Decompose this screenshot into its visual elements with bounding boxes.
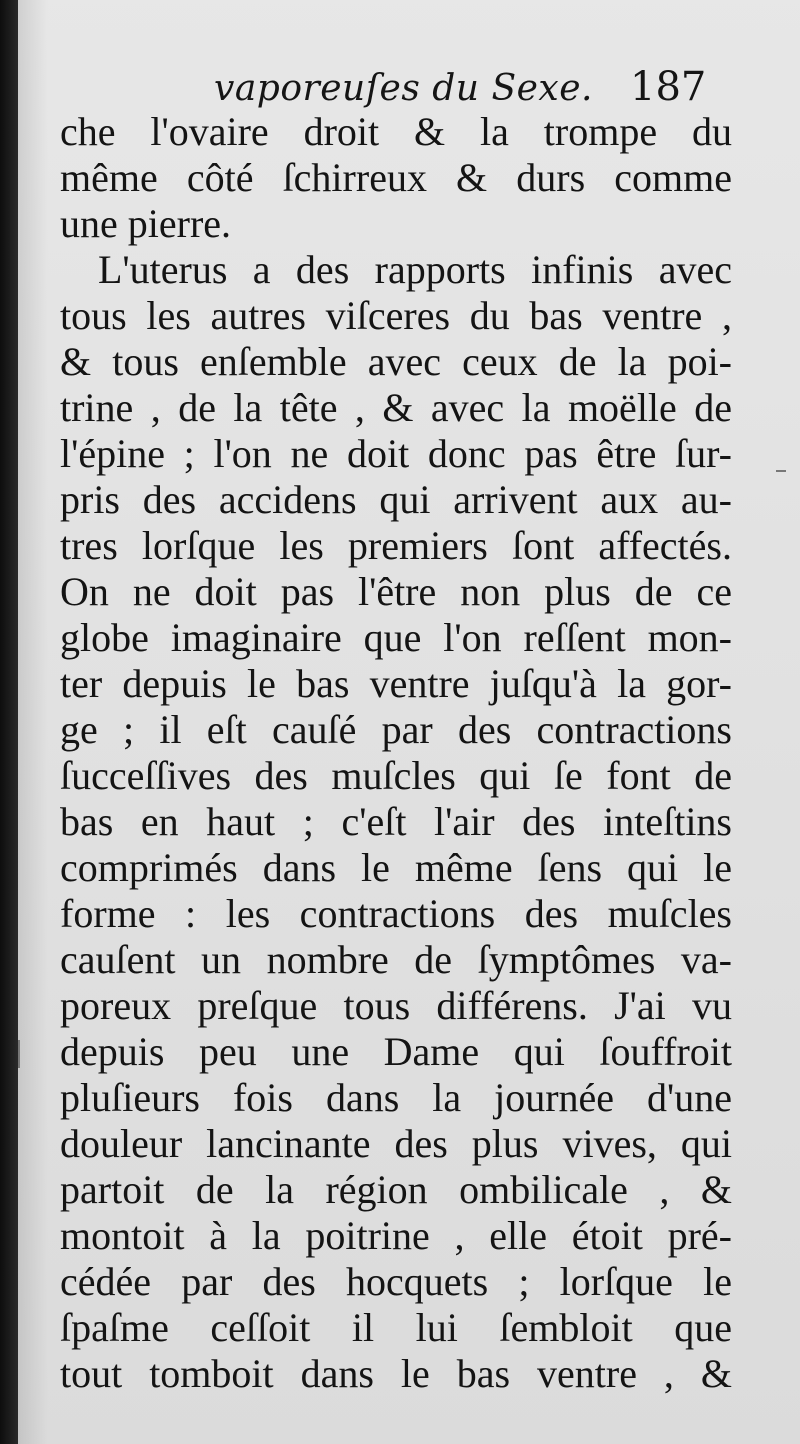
text-line: l'épine ; l'on ne doit donc pas être ſur- [60,431,732,476]
text-line: ſpaſme ceſſoit il lui ſembloit que [60,1305,732,1350]
text-line: tout tomboit dans le bas ventre , & [60,1351,732,1396]
text-line: douleur lancinante des plus vives, qui [60,1121,732,1166]
text-line: depuis peu une Dame qui ſouffroit [60,1029,732,1074]
text-line: L'uterus a des rapports infinis avec [98,247,732,292]
page-number: 187 [630,64,707,110]
text-line: tres lorſque les premiers ſont affectés. [60,523,732,568]
text-line: même côté ſchirreux & durs comme [60,155,732,200]
text-line: cédée par des hocquets ; lorſque le [60,1259,732,1304]
book-spine-shadow [0,0,18,1444]
text-line: tous les autres viſceres du bas ventre , [60,293,732,338]
text-line: ſucceſſives des muſcles qui ſe font de [60,753,732,798]
text-line: che l'ovaire droit & la trompe du [60,109,732,154]
text-line: pluſieurs fois dans la journée d'une [60,1075,732,1120]
body-text [60,109,732,1397]
text-line: & tous enſemble avec ceux de la poi- [60,339,732,384]
text-line: cauſent un nombre de ſymptômes va- [60,937,732,982]
text-line: trine , de la tête , & avec la moëlle de [60,385,732,430]
text-line: ter depuis le bas ventre juſqu'à la gor- [60,661,732,706]
text-line: globe imaginaire que l'on reſſent mon- [60,615,732,660]
text-line: forme : les contractions des muſcles [60,891,732,936]
running-title: vaporeuſes du Sexe. [214,68,593,109]
margin-mark [18,1040,20,1068]
text-line: une pierre. [60,201,232,246]
text-line: On ne doit pas l'être non plus de ce [60,569,732,614]
margin-mark [776,470,786,472]
text-line: bas en haut ; c'eſt l'air des inteſtins [60,799,732,844]
text-line: partoit de la région ombilicale , & [60,1167,732,1212]
text-line: pris des accidens qui arrivent aux au- [60,477,732,522]
text-line: montoit à la poitrine , elle étoit pré- [60,1213,732,1258]
text-line: poreux preſque tous différens. J'ai vu [60,983,732,1028]
text-line: comprimés dans le même ſens qui le [60,845,732,890]
book-page [18,0,800,1444]
text-line: ge ; il eſt cauſé par des contractions [60,707,732,752]
